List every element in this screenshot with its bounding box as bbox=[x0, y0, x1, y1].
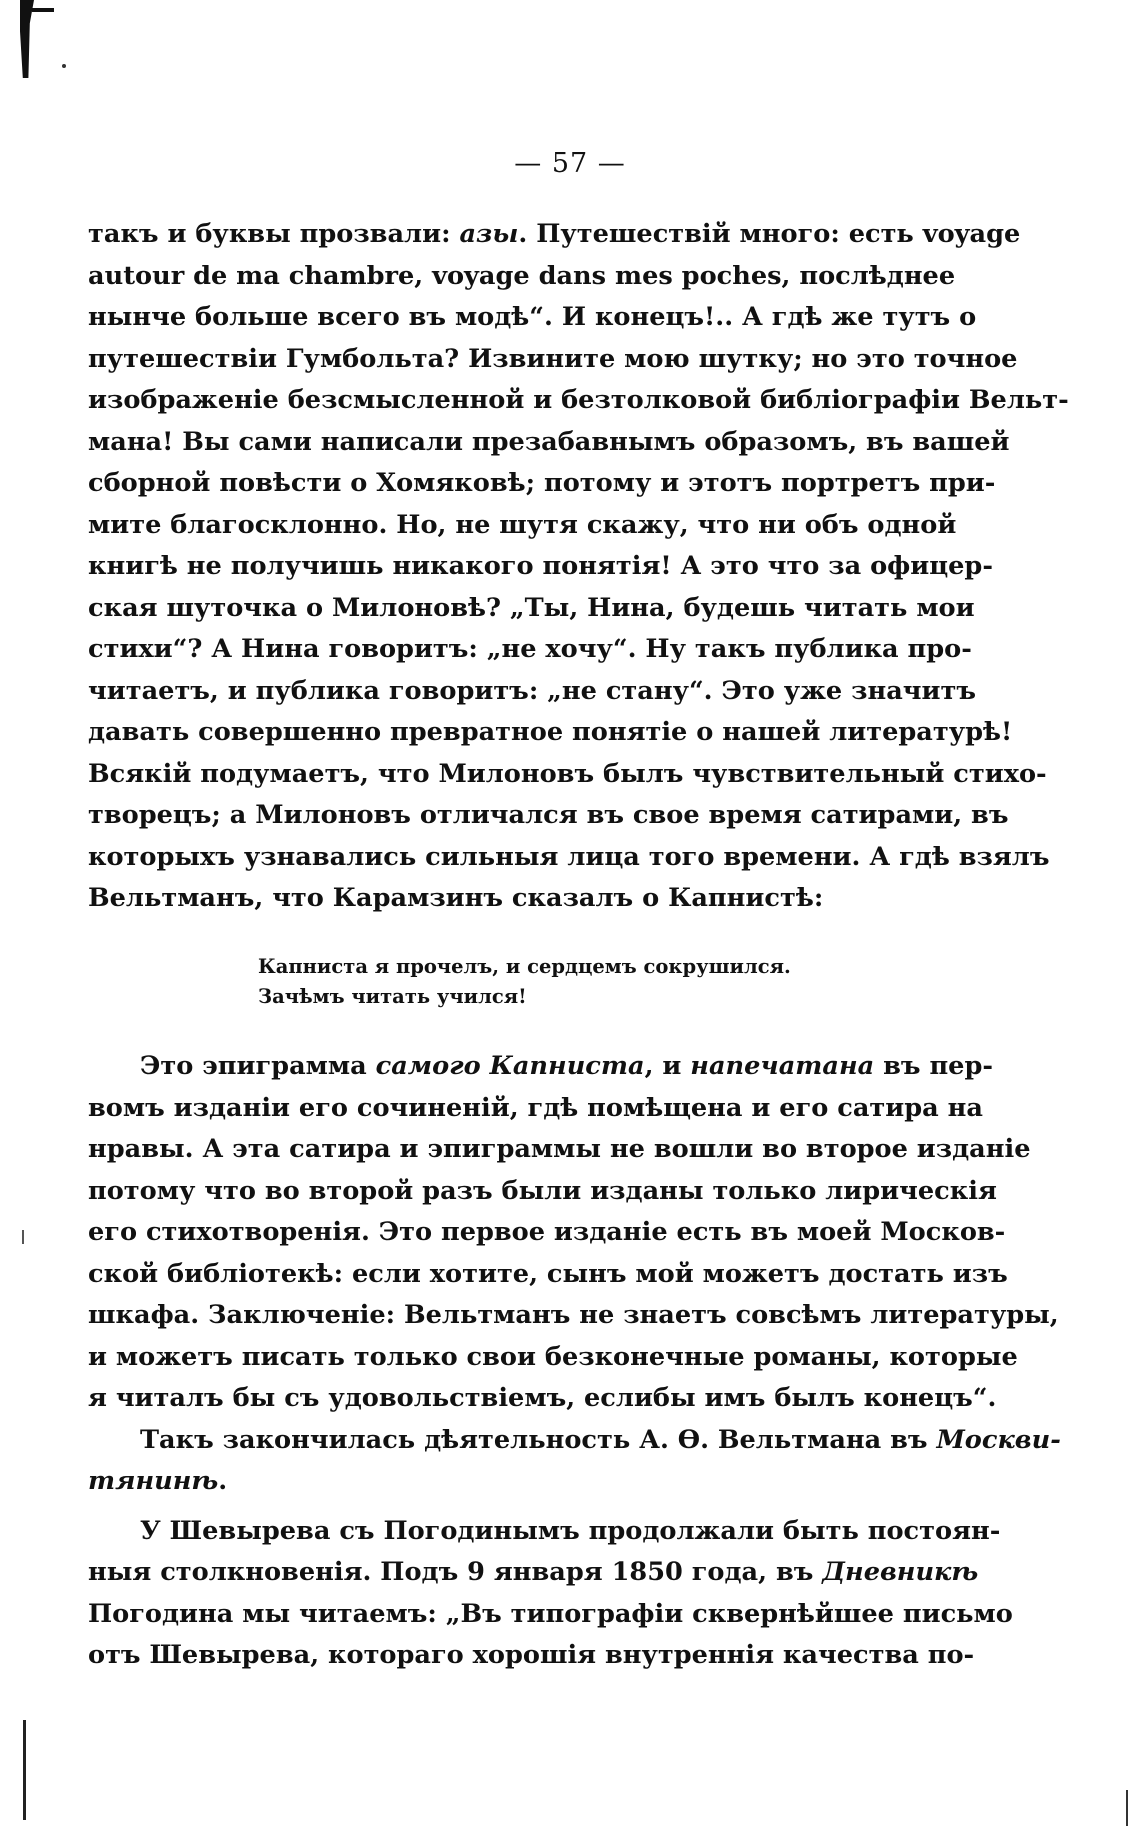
scan-artifact-edge-right bbox=[1126, 1790, 1128, 1826]
text-line: его стихотворенія. Это первое изданіе есть въ моей Москов- bbox=[88, 1217, 1006, 1247]
text-line: потому что во второй разъ были изданы только лирическія bbox=[88, 1175, 997, 1206]
text-line: изображеніе безсмысленной и безтолковой библіографіи Вельт- bbox=[88, 385, 1069, 415]
text-line: и можетъ писать только свои безконечные романы, которые bbox=[88, 1341, 1018, 1372]
text-line: которыхъ узнавались сильныя лица того времени. А гдѣ взялъ bbox=[88, 841, 1050, 872]
text-line: книгѣ не получишь никакого понятія! А это что за офицер- bbox=[88, 551, 993, 581]
text-line: мана! Вы сами написали презабавнымъ образомъ, въ вашей bbox=[88, 426, 1010, 457]
text-line: тянинѣ. bbox=[88, 1466, 228, 1496]
verse-line: Капниста я прочелъ, и сердцемъ сокрушился. bbox=[258, 955, 791, 978]
text-line: ской библіотекѣ: если хотите, сынъ мой можетъ достать изъ bbox=[88, 1258, 1008, 1289]
text-line: Такъ закончилась дѣятельность А. Ѳ. Вельтмана въ Москви- bbox=[140, 1424, 1061, 1455]
text-line: стихи“? А Нина говоритъ: „не хочу“. Ну такъ публика про- bbox=[88, 634, 972, 664]
page-number: — 57 — bbox=[514, 148, 626, 179]
text-line: ныя столкновенія. Подъ 9 января 1850 года, въ Дневникѣ bbox=[88, 1557, 979, 1587]
verse-line: Зачѣмъ читать учился! bbox=[258, 985, 527, 1008]
text-line: мите благосклонно. Но, не шутя скажу, что ни объ одной bbox=[88, 509, 957, 540]
text-line: отъ Шевырева, котораго хорошія внутреннія качества по- bbox=[88, 1640, 975, 1670]
body-text-bottom bbox=[88, 1046, 1061, 1677]
scan-artifact-tick bbox=[32, 8, 54, 12]
text-line: шкафа. Заключеніе: Вельтманъ не знаетъ совсѣмъ литературы, bbox=[88, 1300, 1059, 1330]
text-line: Всякій подумаетъ, что Милоновъ былъ чувствительный стихо- bbox=[88, 758, 1047, 789]
text-line: творецъ; а Милоновъ отличался въ свое время сатирами, въ bbox=[88, 800, 1009, 830]
text-line: я читалъ бы съ удовольствіемъ, еслибы имъ былъ конецъ“. bbox=[88, 1383, 997, 1413]
scan-artifact-edge bbox=[23, 1720, 26, 1820]
text-line: autour de ma chambre, voyage dans mes poches, послѣднее bbox=[88, 260, 956, 291]
text-line: читаетъ, и публика говоритъ: „не стану“. Это уже значитъ bbox=[88, 675, 976, 706]
scan-artifact-line bbox=[22, 1230, 24, 1244]
text-line: вомъ изданіи его сочиненій, гдѣ помѣщена и его сатира на bbox=[88, 1092, 983, 1123]
text-line: сборной повѣсти о Хомяковѣ; потому и этотъ портретъ при- bbox=[88, 468, 996, 498]
body-text-top bbox=[88, 214, 1069, 920]
text-line: такъ и буквы прозвали: азы. Путешествій много: есть voyage bbox=[88, 219, 1021, 249]
text-line: ская шуточка о Милоновѣ? „Ты, Нина, будешь читать мои bbox=[88, 592, 975, 623]
text-line: путешествіи Гумбольта? Извините мою шутку; но это точное bbox=[88, 343, 1018, 374]
epigram-quote bbox=[258, 952, 791, 1012]
text-line: Это эпиграмма самого Капниста, и напечатана въ пер- bbox=[140, 1051, 993, 1081]
text-line: Вельтманъ, что Карамзинъ сказалъ о Капнистѣ: bbox=[88, 883, 824, 913]
text-line: нынче больше всего въ модѣ“. И конецъ!.. А гдѣ же тутъ о bbox=[88, 302, 977, 332]
text-line: У Шевырева съ Погодинымъ продолжали быть постоян- bbox=[140, 1515, 1001, 1546]
text-line: Погодина мы читаемъ: „Въ типографіи сквернѣйшее письмо bbox=[88, 1598, 1013, 1629]
text-line: давать совершенно превратное понятіе о нашей литературѣ! bbox=[88, 717, 1013, 747]
scan-artifact-dot bbox=[62, 64, 66, 68]
text-line: нравы. А эта сатира и эпиграммы не вошли во второе изданіе bbox=[88, 1134, 1031, 1164]
